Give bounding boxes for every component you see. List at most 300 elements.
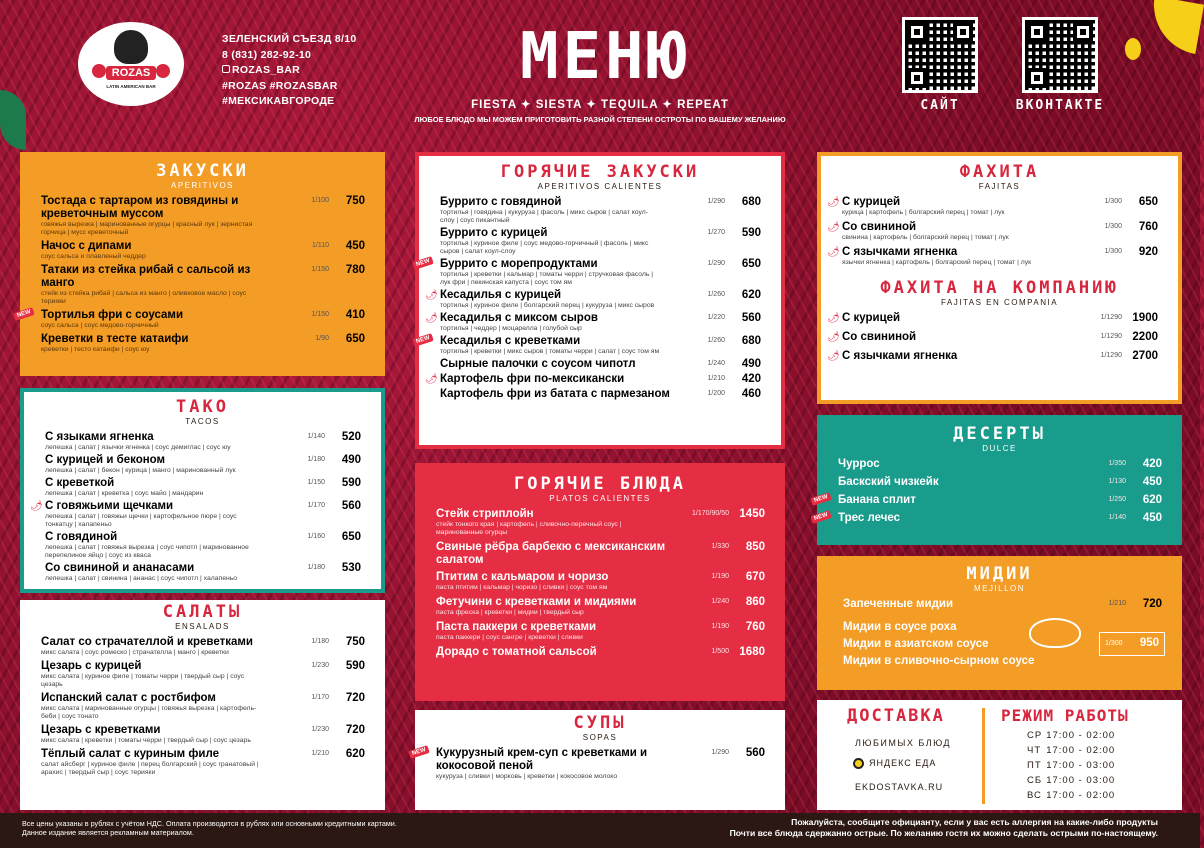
menu-item bbox=[24, 531, 381, 560]
item-description: тортилья | говядина | кукуруза | фасоль | микс сыров | салат коул-слоу | соус пикантный bbox=[440, 209, 648, 224]
item-price: 450 bbox=[345, 240, 365, 252]
item-portion: 1/150 bbox=[307, 479, 325, 486]
item-price: 650 bbox=[1138, 196, 1158, 208]
chili-icon: 🌶 bbox=[425, 313, 438, 324]
menu-item bbox=[817, 458, 1182, 471]
section-hot-dishes bbox=[415, 463, 785, 701]
qr-code-site[interactable] bbox=[902, 17, 978, 93]
yandex-eda-link[interactable] bbox=[853, 758, 936, 769]
item-price: 650 bbox=[341, 531, 361, 543]
skull-icon bbox=[114, 30, 148, 64]
item-description: стейк из стейка рибай | сальса из манго | оливковое масло | соус терияки bbox=[41, 290, 247, 305]
menu-item bbox=[415, 571, 785, 592]
menu-item bbox=[817, 476, 1182, 489]
item-portion: 1/180 bbox=[307, 456, 325, 463]
item-price: 420 bbox=[741, 373, 761, 385]
item-description: соус сальса и плавленый чеддер bbox=[41, 253, 146, 260]
item-portion: 1/170 bbox=[311, 694, 329, 701]
menu-item bbox=[821, 312, 1178, 325]
item-name: Буррито с курицей bbox=[440, 227, 548, 239]
item-name: Баскский чизкейк bbox=[838, 476, 939, 488]
menu-item bbox=[415, 334, 781, 356]
item-name: Сырные палочки с соусом чипотл bbox=[440, 358, 636, 370]
item-description: лепешка | салат | креветка | соус майо | мандарин bbox=[45, 490, 204, 497]
item-portion: 1/140 bbox=[1108, 514, 1126, 521]
item-portion: 1/170 bbox=[307, 502, 325, 509]
item-portion: 1/150 bbox=[311, 311, 329, 318]
item-name: Испанский салат с ростбифом bbox=[41, 692, 216, 704]
footer-legal bbox=[22, 819, 397, 837]
menu-item bbox=[16, 308, 385, 330]
item-description: паста птитим | кальмар | чоризо | сливки | соус том ям bbox=[436, 584, 608, 591]
item-name: Буррито с морепродуктами bbox=[440, 258, 598, 270]
menu-item bbox=[419, 358, 781, 371]
item-description: тортилья | креветки | кальмар | томаты черри | стручковая фасоль | лук фри | пекинская капуста | соус том ям bbox=[440, 271, 654, 286]
hours-day: ПТ bbox=[1027, 760, 1042, 771]
item-description: паста фреска | креветки | мидии | твердый сыр bbox=[436, 609, 584, 616]
section-title: ГОРЯЧИЕ БЛЮДА bbox=[513, 474, 687, 494]
item-name: Со свининой bbox=[842, 331, 917, 343]
item-portion: 1/1290 bbox=[1100, 333, 1122, 340]
item-portion: 1/230 bbox=[311, 662, 329, 669]
item-price: 760 bbox=[745, 621, 765, 633]
item-name: Дорадо с томатной сальсой bbox=[436, 646, 597, 658]
menu-item bbox=[419, 373, 781, 386]
section-delivery bbox=[817, 700, 1182, 810]
rose-icon bbox=[92, 64, 106, 78]
item-name: Кесадилья с курицей bbox=[440, 289, 562, 301]
chili-icon: 🌶 bbox=[827, 197, 840, 208]
section-fajitas bbox=[817, 152, 1182, 404]
item-name: Свиные рёбра барбекю с мексиканским салатом bbox=[436, 541, 666, 566]
mussel-sauce-option: Мидии в соусе роха bbox=[843, 621, 957, 633]
logo-text: ROZAS bbox=[106, 66, 156, 80]
hours-row bbox=[1025, 728, 1117, 743]
item-price: 460 bbox=[741, 388, 761, 400]
item-portion: 1/210 bbox=[1108, 600, 1126, 607]
menu-item bbox=[20, 692, 385, 721]
divider bbox=[982, 708, 985, 804]
menu-item bbox=[415, 257, 781, 287]
delivery-site-link[interactable]: EKDOSTAVKA.RU bbox=[855, 782, 944, 792]
item-portion: 1/330 bbox=[711, 543, 729, 550]
menu-item bbox=[20, 333, 385, 354]
item-portion: 1/130 bbox=[1108, 478, 1126, 485]
item-portion: 1/300 bbox=[1104, 198, 1122, 205]
menu-item bbox=[20, 636, 385, 657]
item-portion: 1/190 bbox=[711, 623, 729, 630]
item-price: 920 bbox=[1138, 246, 1158, 258]
item-name: Татаки из стейка рибай с сальсой из манго bbox=[41, 264, 251, 289]
item-name: С языками ягненка bbox=[45, 431, 154, 443]
item-portion: 1/200 bbox=[707, 390, 725, 397]
item-portion: 1/300 bbox=[1104, 248, 1122, 255]
item-price: 720 bbox=[345, 692, 365, 704]
menu-item bbox=[821, 196, 1178, 217]
item-portion: 1/290 bbox=[707, 260, 725, 267]
menu-item bbox=[813, 511, 1182, 525]
item-description: лепешка | салат | язычки ягненка | соус демиглас | соус юу bbox=[45, 444, 231, 451]
item-price: 1450 bbox=[739, 508, 765, 520]
item-description: стейк тонкого края | картофель | сливочно-перечный соус | маринованные огурцы bbox=[436, 521, 622, 536]
footer-allergy-line: Почти все блюда сдержанно острые. По желанию гостя их можно сделать острыми по-настоящему. bbox=[729, 827, 1158, 838]
item-description: язычки ягненка | картофель | болгарский перец | томат | лук bbox=[842, 259, 1032, 266]
item-portion: 1/500 bbox=[711, 648, 729, 655]
new-badge: NEW bbox=[13, 307, 34, 321]
mussel-sauce-option: Мидии в сливочно-сырном соусе bbox=[843, 655, 1035, 667]
footer-allergy bbox=[730, 817, 1158, 838]
item-price: 490 bbox=[741, 358, 761, 370]
menu-item bbox=[24, 431, 381, 452]
item-portion: 1/90 bbox=[315, 335, 329, 342]
section-subtitle: ENSALADS bbox=[175, 622, 230, 631]
section-title: ФАХИТА НА КОМПАНИЮ bbox=[880, 278, 1119, 298]
item-portion: 1/250 bbox=[1108, 496, 1126, 503]
delivery-sub: ЛЮБИМЫХ БЛЮД bbox=[855, 738, 951, 748]
menu-item bbox=[419, 289, 781, 310]
item-price: 720 bbox=[1142, 598, 1162, 610]
section-title: ГОРЯЧИЕ ЗАКУСКИ bbox=[500, 162, 700, 182]
item-portion: 1/180 bbox=[311, 638, 329, 645]
item-description: тортилья | куриное филе | соус медово-горчичный | фасоль | микс сыров | салат коул-слоу bbox=[440, 240, 649, 255]
item-price: 620 bbox=[741, 289, 761, 301]
hours-day: СБ bbox=[1027, 775, 1043, 786]
section-mussels bbox=[817, 556, 1182, 690]
menu-item bbox=[415, 508, 785, 537]
item-description: свинина | картофель | болгарский перец | томат | лук bbox=[842, 234, 1009, 241]
section-desserts bbox=[813, 415, 1182, 545]
menu-item bbox=[817, 598, 1182, 611]
hours-row bbox=[1025, 758, 1117, 773]
chili-icon: 🌶 bbox=[30, 501, 43, 512]
item-price: 950 bbox=[1139, 637, 1159, 649]
chili-icon: 🌶 bbox=[827, 351, 840, 362]
item-name: Чуррос bbox=[838, 458, 880, 470]
menu-item bbox=[419, 388, 781, 401]
hours-time: 17:00 - 03:00 bbox=[1046, 760, 1116, 771]
section-subtitle: TACOS bbox=[185, 417, 220, 426]
section-subtitle: PLATOS CALIENTES bbox=[549, 494, 651, 503]
new-badge: NEW bbox=[810, 510, 831, 524]
social-handle[interactable] bbox=[222, 63, 357, 79]
menu-item bbox=[415, 541, 785, 567]
item-name: Со свининой bbox=[842, 221, 917, 233]
item-portion: 1/1290 bbox=[1100, 352, 1122, 359]
menu-item bbox=[415, 596, 785, 617]
item-description: лепешка | салат | говяжьи щечки | картофельное пюре | соус тонкатцу | халапеньо bbox=[45, 513, 237, 528]
item-price: 1680 bbox=[739, 646, 765, 658]
menu-item bbox=[821, 350, 1178, 363]
item-portion: 1/240 bbox=[711, 598, 729, 605]
item-portion: 1/270 bbox=[707, 229, 725, 236]
decor-leaf bbox=[1146, 0, 1204, 54]
menu-item bbox=[20, 748, 385, 777]
hours-row bbox=[1025, 788, 1117, 803]
item-portion: 1/260 bbox=[707, 291, 725, 298]
menu-item bbox=[20, 724, 385, 745]
mussel-sauce-option: Мидии в азиатском соусе bbox=[843, 638, 989, 650]
item-portion: 1/290 bbox=[707, 198, 725, 205]
item-name: Банана сплит bbox=[838, 494, 916, 506]
section-zakuski bbox=[16, 152, 385, 376]
item-description: лепешка | салат | бекон | курица | манго | маринованный лук bbox=[45, 467, 236, 474]
item-description: микс салата | соус ромеско | страчателла | манго | креветки bbox=[41, 649, 229, 656]
tagline: FIESTA ✦ SIESTA ✦ TEQUILA ✦ REPEAT bbox=[471, 99, 729, 111]
instagram-icon bbox=[222, 65, 230, 73]
menu-item bbox=[821, 331, 1178, 344]
item-portion: 1/180 bbox=[307, 564, 325, 571]
decor-leaf bbox=[1125, 38, 1141, 60]
item-description: паста паккери | соус сангре | креветки | сливки bbox=[436, 634, 583, 641]
new-badge: NEW bbox=[412, 256, 433, 270]
qr-code-vk[interactable] bbox=[1022, 17, 1098, 93]
item-portion: 1/350 bbox=[1108, 460, 1126, 467]
delivery-title: ДОСТАВКА bbox=[847, 706, 945, 726]
item-portion: 1/220 bbox=[707, 314, 725, 321]
address: ЗЕЛЕНСКИЙ СЪЕЗД 8/10 bbox=[222, 33, 357, 45]
item-name: С говяжьими щечками bbox=[45, 500, 174, 512]
item-name: Картофель фри из батата с пармезаном bbox=[440, 388, 670, 400]
chili-icon: 🌶 bbox=[827, 247, 840, 258]
item-name: С курицей bbox=[842, 196, 901, 208]
item-price: 2700 bbox=[1132, 350, 1158, 362]
item-portion: 1/210 bbox=[707, 375, 725, 382]
item-name: Кесадилья с креветками bbox=[440, 335, 581, 347]
item-description: тортилья | чеддер | моцарелла | голубой сыр bbox=[440, 325, 582, 332]
item-price: 860 bbox=[745, 596, 765, 608]
section-subtitle: FAJITAS EN COMPANIA bbox=[940, 298, 1059, 307]
chili-icon: 🌶 bbox=[827, 222, 840, 233]
section-title: ДЕСЕРТЫ bbox=[953, 424, 1046, 444]
menu-item bbox=[24, 454, 381, 475]
item-price: 490 bbox=[341, 454, 361, 466]
item-name: Буррито с говядиной bbox=[440, 196, 562, 208]
section-title: ТАКО bbox=[176, 397, 229, 417]
item-price: 530 bbox=[341, 562, 361, 574]
section-subtitle: APERITIVOS CALIENTES bbox=[537, 182, 663, 191]
contacts bbox=[222, 32, 357, 110]
decor-leaf bbox=[0, 90, 26, 150]
hashtag-city: #МЕКСИКАВГОРОДЕ bbox=[222, 95, 335, 107]
section-title: ЗАКУСКИ bbox=[156, 161, 249, 181]
item-portion: 1/110 bbox=[312, 242, 329, 249]
item-portion: 1/150 bbox=[311, 266, 329, 273]
item-name: Креветки в тесте катаифи bbox=[41, 333, 189, 345]
item-name: Со свининой и ананасами bbox=[45, 562, 195, 574]
menu-item bbox=[24, 477, 381, 498]
item-portion: 1/170/90/50 bbox=[692, 510, 729, 517]
item-price: 620 bbox=[1142, 494, 1162, 506]
hours-day: ВС bbox=[1027, 790, 1042, 801]
mussel-icon bbox=[1029, 618, 1081, 648]
item-price: 780 bbox=[345, 264, 365, 276]
section-title: САЛАТЫ bbox=[162, 602, 243, 622]
section-subtitle: MEJILLON bbox=[973, 584, 1026, 593]
item-description: лепешка | салат | говяжья вырезка | соус чипотл | маринованное перепелиное яйцо | соус из кваса bbox=[45, 544, 249, 559]
new-badge: NEW bbox=[412, 333, 433, 347]
item-name: С курицей bbox=[842, 312, 901, 324]
item-price: 760 bbox=[1138, 221, 1158, 233]
menu-item bbox=[419, 227, 781, 256]
section-subtitle: SOPAS bbox=[582, 733, 618, 742]
item-price: 420 bbox=[1142, 458, 1162, 470]
hours-time: 17:00 - 02:00 bbox=[1046, 790, 1116, 801]
item-portion: 1/210 bbox=[311, 750, 329, 757]
item-name: Запеченные мидии bbox=[843, 598, 954, 610]
hashtags: #ROZAS #ROZASBAR bbox=[222, 79, 338, 92]
item-price: 560 bbox=[341, 500, 361, 512]
item-name: Стейк стриплойн bbox=[436, 508, 534, 520]
mussel-price-box bbox=[1099, 632, 1165, 656]
item-portion: 1/290 bbox=[711, 749, 729, 756]
item-description: говяжья вырезка | маринованные огурцы | красный лук | зернистая горчица | мусс креветочный bbox=[41, 221, 253, 236]
item-portion: 1/300 bbox=[1105, 640, 1123, 647]
item-description: лепешка | салат | свинина | ананас | соус чипотл | халапеньо bbox=[45, 575, 238, 582]
hours-title: РЕЖИМ РАБОТЫ bbox=[1001, 706, 1129, 725]
item-price: 750 bbox=[345, 195, 365, 207]
section-title: МИДИИ bbox=[966, 564, 1033, 584]
footer-allergy-line: Пожалуйста, сообщите официанту, если у вас есть аллергия на какие-либо продукты bbox=[791, 817, 1158, 827]
menu-item bbox=[24, 500, 381, 529]
section-hot-snacks bbox=[415, 152, 785, 449]
item-description: курица | картофель | болгарский перец | томат | лук bbox=[842, 209, 1005, 216]
chili-icon: 🌶 bbox=[827, 313, 840, 324]
phone[interactable]: 8 (831) 282-92-10 bbox=[222, 48, 312, 61]
item-description: тортилья | куриное филе | болгарский перец | кукуруза | микс сыров bbox=[440, 302, 655, 309]
section-soups bbox=[411, 710, 785, 810]
item-price: 590 bbox=[741, 227, 761, 239]
section-subtitle: FAJITAS bbox=[978, 182, 1021, 191]
spice-notice: ЛЮБОЕ БЛЮДО МЫ МОЖЕМ ПРИГОТОВИТЬ РАЗНОЙ СТЕПЕНИ ОСТРОТЫ ПО ВАШЕМУ ЖЕЛАНИЮ bbox=[414, 115, 786, 124]
menu-item bbox=[20, 660, 385, 689]
item-price: 1900 bbox=[1132, 312, 1158, 324]
item-description: микс салата | креветки | томаты черри | твердый сыр | соус цезарь bbox=[41, 737, 251, 744]
item-price: 850 bbox=[745, 541, 765, 553]
item-name: С язычками ягненка bbox=[842, 350, 958, 362]
item-name: Трес лечес bbox=[838, 512, 901, 524]
hours-table bbox=[1025, 728, 1117, 803]
item-portion: 1/190 bbox=[711, 573, 729, 580]
hours-row bbox=[1025, 773, 1117, 788]
item-name: Тортилья фри с соусами bbox=[41, 309, 184, 321]
item-name: Тёплый салат с куриным филе bbox=[41, 748, 220, 760]
item-name: С курицей и беконом bbox=[45, 454, 166, 466]
item-portion: 1/240 bbox=[707, 360, 725, 367]
item-price: 560 bbox=[745, 747, 765, 759]
item-price: 650 bbox=[345, 333, 365, 345]
item-name: С креветкой bbox=[45, 477, 115, 489]
item-price: 670 bbox=[745, 571, 765, 583]
item-portion: 1/1290 bbox=[1100, 314, 1122, 321]
footer-legal-line: Данное издание является рекламным материалом. bbox=[22, 828, 194, 837]
footer-legal-line: Все цены указаны в рублях с учётом НДС. Оплата производится в рублях или основными кредитными картами. bbox=[22, 819, 397, 828]
item-name: Фетучини с креветками и мидиями bbox=[436, 596, 637, 608]
section-subtitle: APERITIVOS bbox=[170, 181, 234, 190]
chili-icon: 🌶 bbox=[421, 597, 434, 608]
item-price: 450 bbox=[1142, 476, 1162, 488]
menu-item bbox=[821, 246, 1178, 267]
item-price: 560 bbox=[741, 312, 761, 324]
item-description: соус сальса | соус медово-горчичный bbox=[41, 322, 159, 329]
social-handle-text: ROZAS_BAR bbox=[232, 64, 301, 76]
section-salaty bbox=[20, 600, 385, 810]
qr-label-vk: ВКОНТАКТЕ bbox=[1015, 98, 1105, 113]
item-name: Цезарь с курицей bbox=[41, 660, 142, 672]
item-price: 620 bbox=[345, 748, 365, 760]
item-name: Цезарь с креветками bbox=[41, 724, 161, 736]
item-name: Паста паккери с креветками bbox=[436, 621, 597, 633]
menu-item bbox=[415, 646, 785, 659]
menu-item bbox=[20, 240, 385, 261]
item-price: 590 bbox=[345, 660, 365, 672]
section-tako bbox=[20, 388, 385, 593]
item-price: 2200 bbox=[1132, 331, 1158, 343]
rose-icon bbox=[156, 64, 170, 78]
section-title: ФАХИТА bbox=[959, 162, 1040, 182]
section-title: СУПЫ bbox=[573, 713, 627, 733]
item-portion: 1/230 bbox=[311, 726, 329, 733]
yandex-icon bbox=[853, 758, 864, 769]
item-price: 410 bbox=[345, 309, 365, 321]
new-badge: NEW bbox=[810, 492, 831, 506]
menu-item bbox=[24, 562, 381, 583]
logo-sub: LATIN AMERICAN BAR bbox=[106, 84, 156, 89]
item-description: микс салата | куриное филе | томаты черри | твердый сыр | соус цезарь bbox=[41, 673, 245, 688]
menu-item bbox=[415, 621, 785, 642]
menu-item bbox=[813, 493, 1182, 507]
new-badge: NEW bbox=[408, 745, 429, 759]
page-title: МЕНЮ bbox=[519, 20, 691, 94]
item-price: 750 bbox=[345, 636, 365, 648]
item-price: 450 bbox=[1142, 512, 1162, 524]
item-description: микс салата | маринованные огурцы | говяжья вырезка | картофель-беби | соус тонато bbox=[41, 705, 257, 720]
item-name: Тостада с тартаром из говядины и креветочным муссом bbox=[41, 195, 239, 220]
item-portion: 1/160 bbox=[307, 533, 325, 540]
menu-item bbox=[821, 221, 1178, 242]
item-portion: 1/140 bbox=[307, 433, 325, 440]
chili-icon: 🌶 bbox=[827, 332, 840, 343]
item-price: 590 bbox=[341, 477, 361, 489]
logo bbox=[78, 22, 184, 106]
item-name: С язычками ягненка bbox=[842, 246, 958, 258]
hours-time: 17:00 - 03:00 bbox=[1046, 775, 1116, 786]
hours-day: ЧТ bbox=[1027, 745, 1042, 756]
item-portion: 1/100 bbox=[311, 197, 329, 204]
item-name: Начос с дипами bbox=[41, 240, 132, 252]
hours-time: 17:00 - 02:00 bbox=[1046, 745, 1116, 756]
item-portion: 1/300 bbox=[1104, 223, 1122, 230]
menu-item bbox=[20, 195, 385, 237]
qr-label-site: САЙТ bbox=[920, 98, 960, 113]
item-name: С говядиной bbox=[45, 531, 118, 543]
item-name: Картофель фри по-мексикански bbox=[440, 373, 625, 385]
item-name: Кукурузный крем-суп с креветками и кокосовой пеной bbox=[436, 747, 648, 772]
hours-day: СР bbox=[1027, 730, 1043, 741]
menu-item bbox=[20, 264, 385, 306]
hours-row bbox=[1025, 743, 1117, 758]
yandex-eda-label: ЯНДЕКС ЕДА bbox=[869, 758, 937, 768]
item-description: креветки | тесто катаифи | соус юу bbox=[41, 346, 150, 353]
item-name: Птитим с кальмаром и чоризо bbox=[436, 571, 609, 583]
item-description: салат айсберг | куриное филе | перец болгарский | соус гранатовый | арахис | твердый сыр | соус терияки bbox=[41, 761, 259, 776]
item-description: тортилья | креветки | микс сыров | томаты черри | салат | соус том ям bbox=[440, 348, 660, 355]
item-price: 720 bbox=[345, 724, 365, 736]
chili-icon: 🌶 bbox=[425, 290, 438, 301]
item-price: 650 bbox=[741, 258, 761, 270]
item-name: Кесадилья с миксом сыров bbox=[440, 312, 598, 324]
item-name: Салат со страчателлой и креветками bbox=[41, 636, 253, 648]
menu-item bbox=[411, 746, 785, 781]
